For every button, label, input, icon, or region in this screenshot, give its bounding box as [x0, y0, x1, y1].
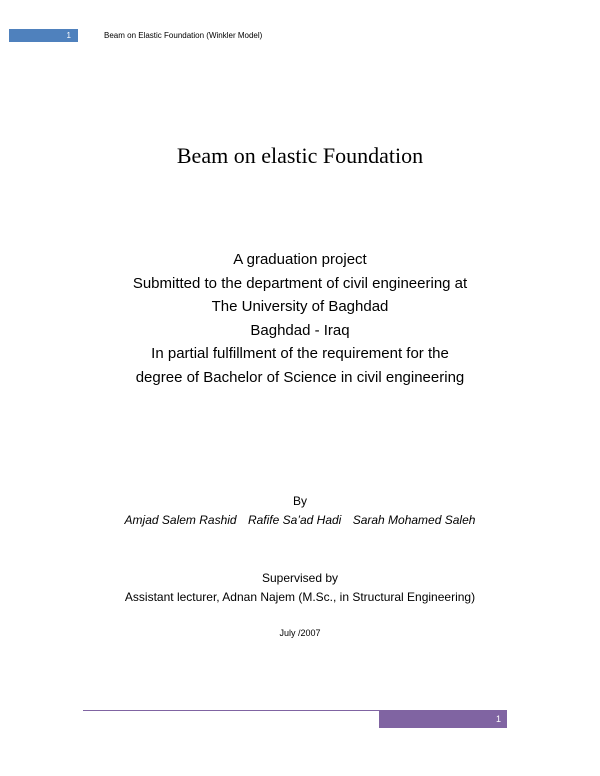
description-line-1: A graduation project [233, 251, 367, 268]
header-page-number: 1 [66, 31, 71, 40]
author-name: Sarah Mohamed Saleh [352, 513, 476, 527]
footer-rule [83, 710, 379, 711]
footer-page-number: 1 [495, 714, 501, 724]
author-name: Rafife Sa’ad Hadi [247, 513, 342, 527]
header-running-title: Beam on Elastic Foundation (Winkler Model) [104, 31, 263, 40]
supervisor-name: Assistant lecturer, Adnan Najem (M.Sc., in Structural Engineering) [124, 590, 476, 604]
project-description [0, 248, 600, 389]
by-label: By [292, 494, 307, 508]
supervised-by-label: Supervised by [261, 571, 339, 585]
description-line-4: Baghdad - Iraq [250, 321, 350, 339]
document-title: Beam on elastic Foundation [176, 143, 424, 168]
description-line-2: Submitted to the department of civil engineering at [132, 274, 468, 292]
description-line-3: The University of Baghdad [211, 298, 389, 315]
author-list [0, 511, 600, 529]
submission-date: July /2007 [279, 628, 321, 638]
author-name: Amjad Salem Rashid [124, 513, 237, 527]
description-line-5: In partial fulfillment of the requirement for the [151, 345, 449, 362]
description-line-6: degree of Bachelor of Science in civil engineering [135, 368, 465, 386]
